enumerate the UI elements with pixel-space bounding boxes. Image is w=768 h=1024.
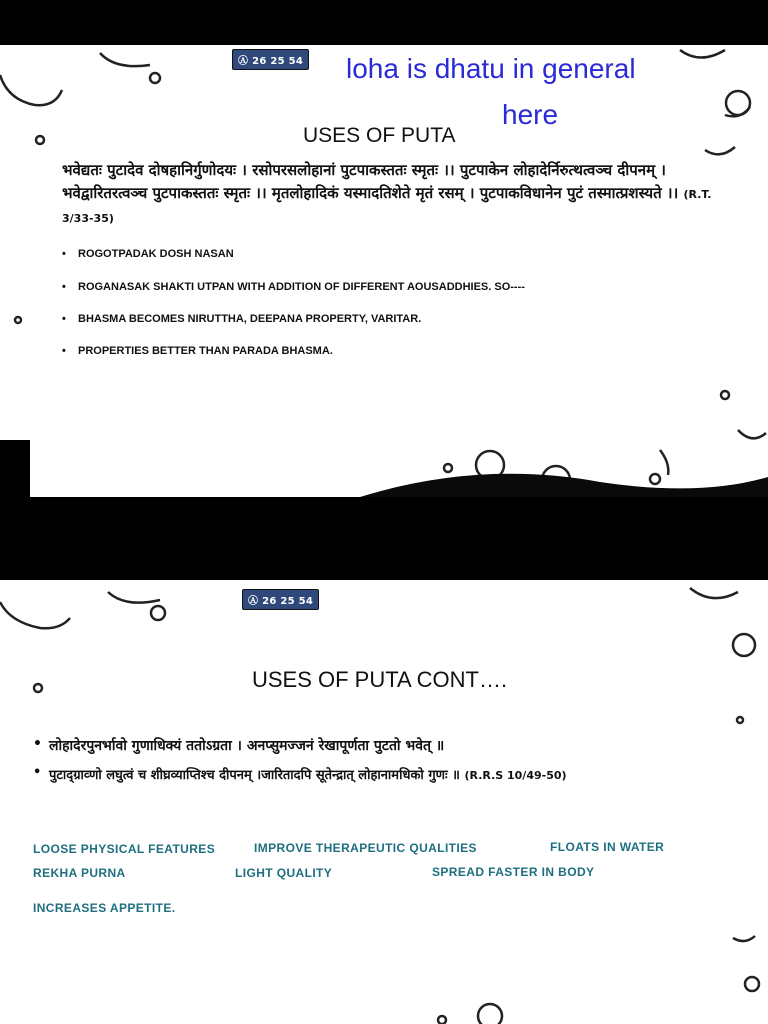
verse-text: पुटाद्ग्राव्णो लघुत्वं च शीघ्रव्याप्तिश्च दीपनम् ।जारितादपि सूतेन्द्रात् लोहानामधिको गुणः ॥ [49, 768, 460, 783]
water-droplet-decoration [0, 580, 768, 1024]
feature-rekha-purna: REKHA PURNA [33, 866, 126, 880]
slide-title: USES OF PUTA CONT…. [252, 667, 508, 692]
sanskrit-verse [62, 159, 712, 231]
feature-light-quality: LIGHT QUALITY [235, 866, 333, 880]
feature-floats-in-water: FLOATS IN WATER [550, 840, 665, 854]
verse-reference: (R.R.S 10/49-50) [464, 769, 567, 782]
feature-spread-faster: SPREAD FASTER IN BODY [432, 865, 595, 879]
course-code-badge: Ⓐ 26 25 54 [232, 49, 309, 70]
verse-reference: (R.T. 3/33-35) [62, 188, 712, 225]
list-item: • लोहादेरपुनर्भावो गुणाधिक्यं ततोऽग्रता । अनप्सुमज्जनं रेखापूर्णता पुटतो भवेत् ॥ [33, 736, 713, 755]
bullet-list [62, 248, 702, 357]
course-code-badge: Ⓐ 26 25 54 [242, 589, 319, 610]
list-item: • BHASMA BECOMES NIRUTTHA, DEEPANA PROPERTY, VARITAR. [62, 313, 702, 325]
list-item: • ROGANASAK SHAKTI UTPAN WITH ADDITION OF DIFFERENT AOUSADDHIES. SO---- [62, 281, 702, 293]
feature-increases-appetite: INCREASES APPETITE. [33, 901, 176, 915]
list-item: • ROGOTPADAK DOSH NASAN [62, 248, 702, 260]
feature-loose-physical: LOOSE PHYSICAL FEATURES [33, 842, 216, 856]
photo-edge [0, 440, 30, 500]
sanskrit-verse-list [33, 736, 713, 783]
verse-text: भवेद्यतः पुटादेव दोषहानिर्गुणोदयः । रसोपरसलोहानां पुटपाकस्ततः स्मृतः ।। पुटपाकेन लोहादेर्निरुत्थत्वञ्च दीपनम् । भवेद्वारितरत्वञ्च पुटपाकस्ततः स्मृतः ।। मृतलोहादिकं यस्मादतिशेते मृतं रसम् । पुटपाकविधानेन पुटं तस्मात्प्रशस्यते ।। [62, 161, 679, 202]
slide-2 [0, 580, 768, 1024]
slide-title: USES OF PUTA [303, 124, 456, 147]
slide-1 [0, 45, 768, 497]
handwritten-annotation-line1: loha is dhatu in general [346, 53, 636, 84]
list-item [33, 765, 713, 783]
handwritten-annotation-line2: here [502, 99, 559, 130]
feature-improve-therapeutic: IMPROVE THERAPEUTIC QUALITIES [254, 841, 477, 855]
list-item: • PROPERTIES BETTER THAN PARADA BHASMA. [62, 345, 702, 357]
